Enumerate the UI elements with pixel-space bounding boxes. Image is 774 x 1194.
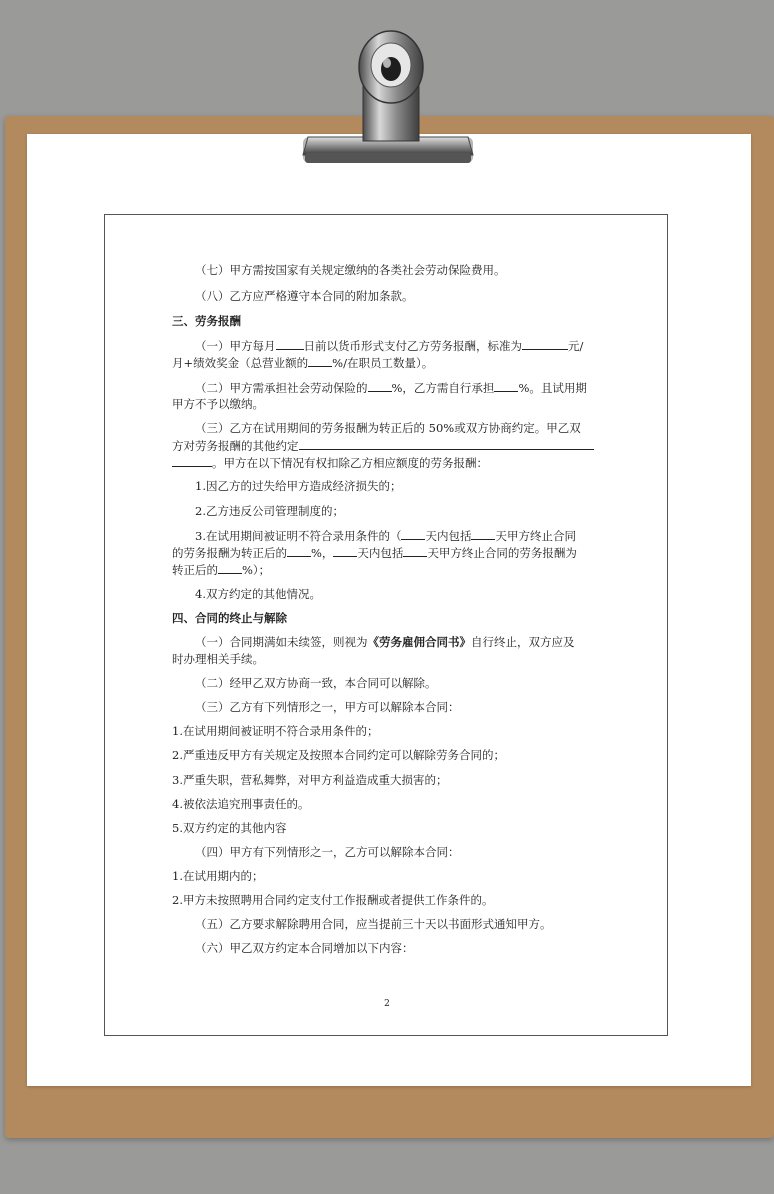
s3-item-2: 2.乙方违反公司管理制度的；: [195, 504, 344, 518]
s4-p4: （四）甲方有下列情形之一，乙方可以解除本合同：: [195, 845, 460, 859]
s4-p3-item-3: 3.严重失职，营私舞弊，对甲方利益造成重大损害的；: [172, 773, 448, 787]
s3-item-3-line2: 的劳务报酬为转正后的 %， 天内包括 天甲方终止合同的劳务报酬为: [172, 546, 577, 560]
s4-p3: （三）乙方有下列情形之一，甲方可以解除本合同：: [195, 700, 460, 714]
s3-p1-line1: （一）甲方每月 日前以货币形式支付乙方劳务报酬，标准为 元/: [195, 339, 584, 353]
blank-field[interactable]: [218, 561, 242, 574]
s3-p2-line1: （二）甲方需承担社会劳动保险的 %，乙方需自行承担 %。且试用期: [195, 381, 587, 395]
s3-p2-line2: 甲方不予以缴纳。: [172, 397, 264, 411]
s4-p5: （五）乙方要求解除聘用合同，应当提前三十天以书面形式通知甲方。: [195, 917, 552, 931]
s3-p3-line1: （三）乙方在试用期间的劳务报酬为转正后的 50%或双方协商约定。甲乙双: [195, 421, 581, 435]
blank-field[interactable]: [401, 527, 425, 540]
s4-p4-item-1: 1.在试用期内的；: [172, 869, 264, 883]
blank-field[interactable]: [368, 379, 392, 392]
s3-item-1: 1.因乙方的过失给甲方造成经济损失的；: [195, 479, 402, 493]
blank-field[interactable]: [333, 544, 357, 557]
clause-8: （八）乙方应严格遵守本合同的附加条款。: [195, 289, 414, 303]
s3-p3-line3: 。甲方在以下情况有权扣除乙方相应额度的劳务报酬：: [172, 454, 604, 471]
s4-p4-item-2: 2.甲方未按照聘用合同约定支付工作报酬或者提供工作条件的。: [172, 893, 494, 907]
s4-p1-line1: （一）合同期满如未续签，则视为《劳务雇佣合同书》自行终止，双方应及: [195, 635, 575, 649]
s4-p1-line2: 时办理相关手续。: [172, 652, 264, 666]
s4-p3-item-1: 1.在试用期间被证明不符合录用条件的；: [172, 724, 379, 738]
blank-field[interactable]: [276, 337, 304, 350]
s4-p6: （六）甲乙双方约定本合同增加以下内容：: [195, 941, 414, 955]
blank-field[interactable]: [287, 544, 311, 557]
s3-p1-line2: 月+绩效奖金（总营业额的 %/在职员工数量）。: [172, 356, 434, 370]
blank-field[interactable]: [471, 527, 495, 540]
s3-item-3-line3: 转正后的 %）；: [172, 563, 271, 577]
blank-field[interactable]: [403, 544, 427, 557]
section-3-title: 三、劳务报酬: [172, 314, 241, 328]
s4-p3-item-2: 2.严重违反甲方有关规定及按照本合同约定可以解除劳务合同的；: [172, 748, 505, 762]
section-4-title: 四、合同的终止与解除: [172, 611, 287, 625]
s3-p3-line2: 方对劳务报酬的其他约定: [172, 437, 604, 454]
blank-field[interactable]: [299, 437, 594, 450]
blank-field[interactable]: [494, 379, 518, 392]
s3-item-4: 4.双方约定的其他情况。: [195, 587, 321, 601]
blank-field[interactable]: [172, 454, 212, 467]
page-number: 2: [384, 999, 390, 1009]
s4-p3-item-5: 5.双方约定的其他内容: [172, 821, 287, 835]
binder-clip-icon: [293, 25, 483, 177]
clause-7: （七）甲方需按国家有关规定缴纳的各类社会劳动保险费用。: [195, 263, 506, 277]
s3-item-3-line1: 3.在试用期间被证明不符合录用条件的（ 天内包括 天甲方终止合同: [195, 529, 576, 543]
s4-p2: （二）经甲乙双方协商一致，本合同可以解除。: [195, 676, 437, 690]
s4-p3-item-4: 4.被依法追究刑事责任的。: [172, 797, 310, 811]
blank-field[interactable]: [522, 337, 568, 350]
blank-field[interactable]: [308, 354, 332, 367]
